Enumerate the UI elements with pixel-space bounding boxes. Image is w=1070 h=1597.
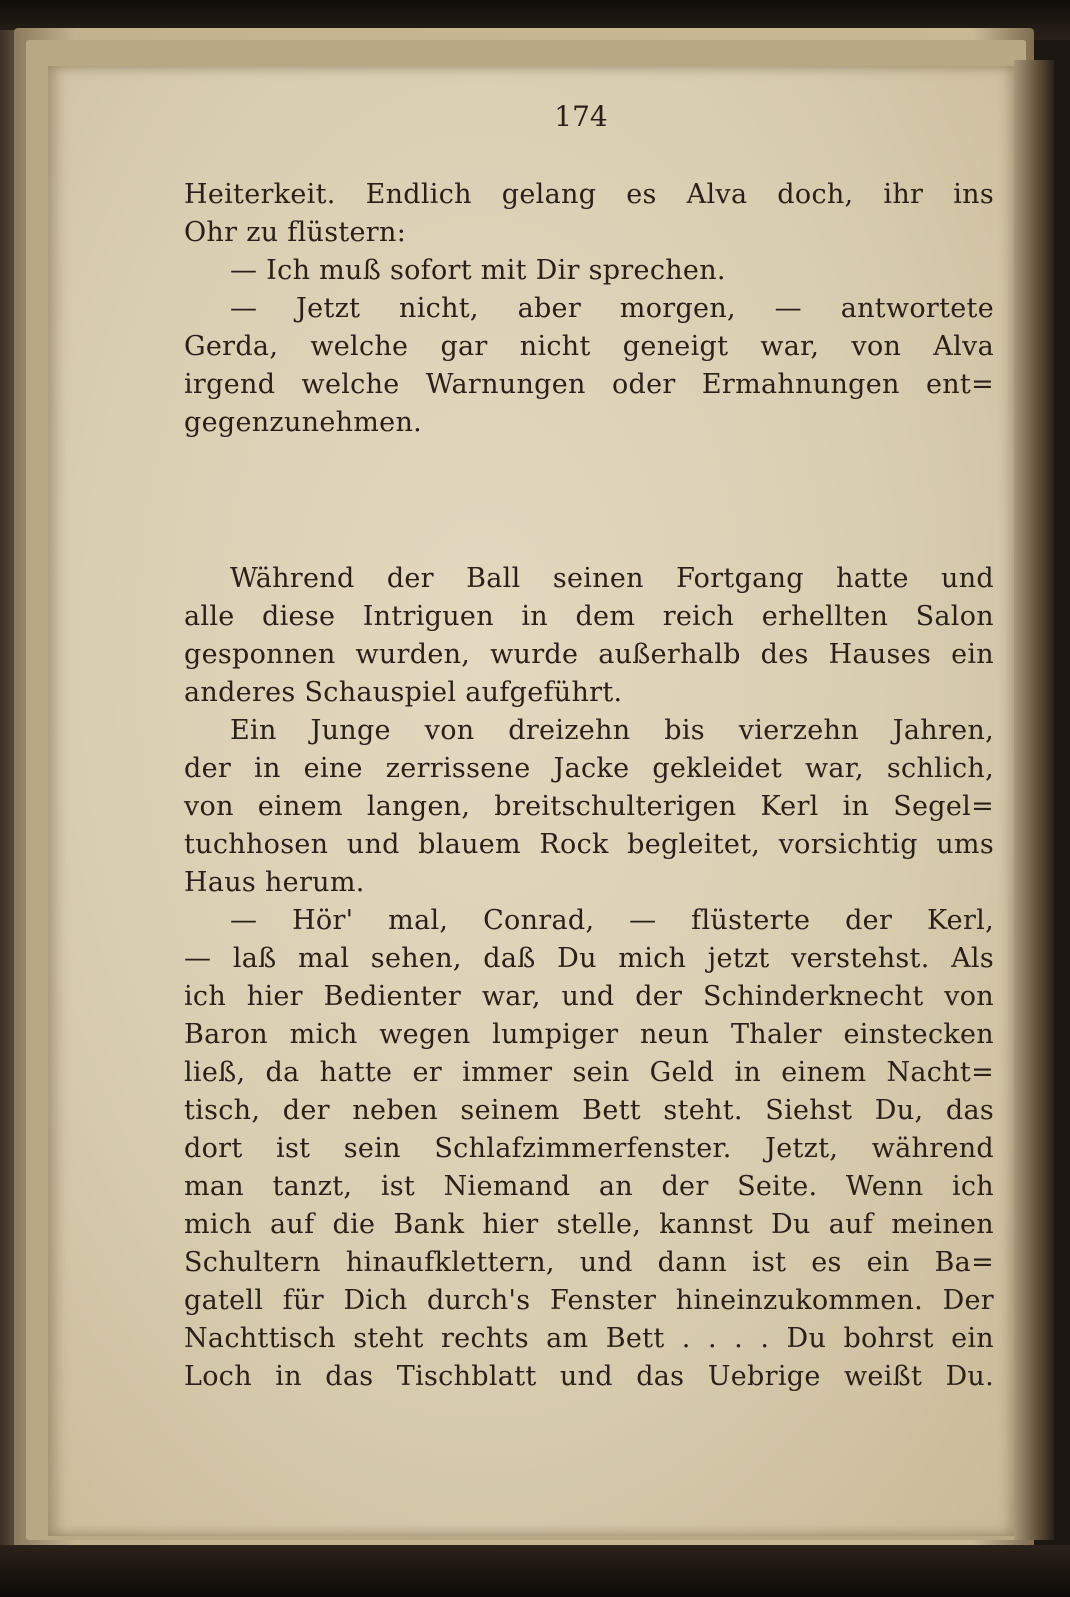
text-line: tisch, der neben seinem Bett steht. Siehst Du, das <box>184 1095 994 1126</box>
text-line: mich auf die Bank hier stelle, kannst Du auf meinen <box>184 1209 994 1240</box>
text-line: irgend welche Warnungen oder Ermahnungen ent= <box>184 369 994 400</box>
text-line: Schultern hinaufklettern, und dann ist es ein Ba= <box>184 1247 994 1278</box>
text-line: tuchhosen und blauem Rock begleitet, vorsichtig ums <box>184 829 994 860</box>
text-line: anderes Schauspiel aufgeführt. <box>184 677 623 708</box>
text-line: gesponnen wurden, wurde außerhalb des Hauses ein <box>184 639 994 670</box>
text-line: — laß mal sehen, daß Du mich jetzt verstehst. Als <box>184 943 994 974</box>
text-line: Ein Junge von dreizehn bis vierzehn Jahren, <box>230 715 994 746</box>
text-line: gegenzunehmen. <box>184 407 423 438</box>
text-line: Nachttisch steht rechts am Bett . . . . Du bohrst ein <box>184 1323 994 1354</box>
text-line: — Jetzt nicht, aber morgen, — antwortete <box>230 293 994 324</box>
text-line: der in eine zerrissene Jacke gekleidet war, schlich, <box>184 753 994 784</box>
text-line: — Hör' mal, Conrad, — flüsterte der Kerl, <box>230 905 994 936</box>
paragraph-2 <box>184 560 994 1396</box>
text-line: Haus herum. <box>184 867 365 898</box>
text-line: — Ich muß sofort mit Dir sprechen. <box>230 255 726 286</box>
text-line: dort ist sein Schlafzimmerfenster. Jetzt, während <box>184 1133 994 1164</box>
text-line: man tanzt, ist Niemand an der Seite. Wenn ich <box>184 1171 994 1202</box>
text-line: von einem langen, breitschulterigen Kerl in Segel= <box>184 791 994 822</box>
table-surface-bottom <box>0 1545 1070 1597</box>
text-line: Heiterkeit. Endlich gelang es Alva doch, ihr ins <box>184 179 994 210</box>
text-line: ließ, da hatte er immer sein Geld in einem Nacht= <box>184 1057 994 1088</box>
text-line: Ohr zu flüstern: <box>184 217 407 248</box>
text-line: Während der Ball seinen Fortgang hatte und <box>230 563 994 594</box>
text-line: ich hier Bedienter war, und der Schinderknecht von <box>184 981 994 1012</box>
text-line: Loch in das Tischblatt und das Uebrige weißt Du. <box>184 1361 994 1392</box>
text-line: Gerda, welche gar nicht geneigt war, von Alva <box>184 331 994 362</box>
paragraph-1 <box>184 176 994 442</box>
text-line: alle diese Intriguen in dem reich erhellten Salon <box>184 601 994 632</box>
text-line: gatell für Dich durch's Fenster hineinzukommen. Der <box>184 1285 994 1316</box>
page-number: 174 <box>554 100 608 133</box>
text-line: Baron mich wegen lumpiger neun Thaler einstecken <box>184 1019 994 1050</box>
book-binding-right <box>1014 60 1054 1540</box>
